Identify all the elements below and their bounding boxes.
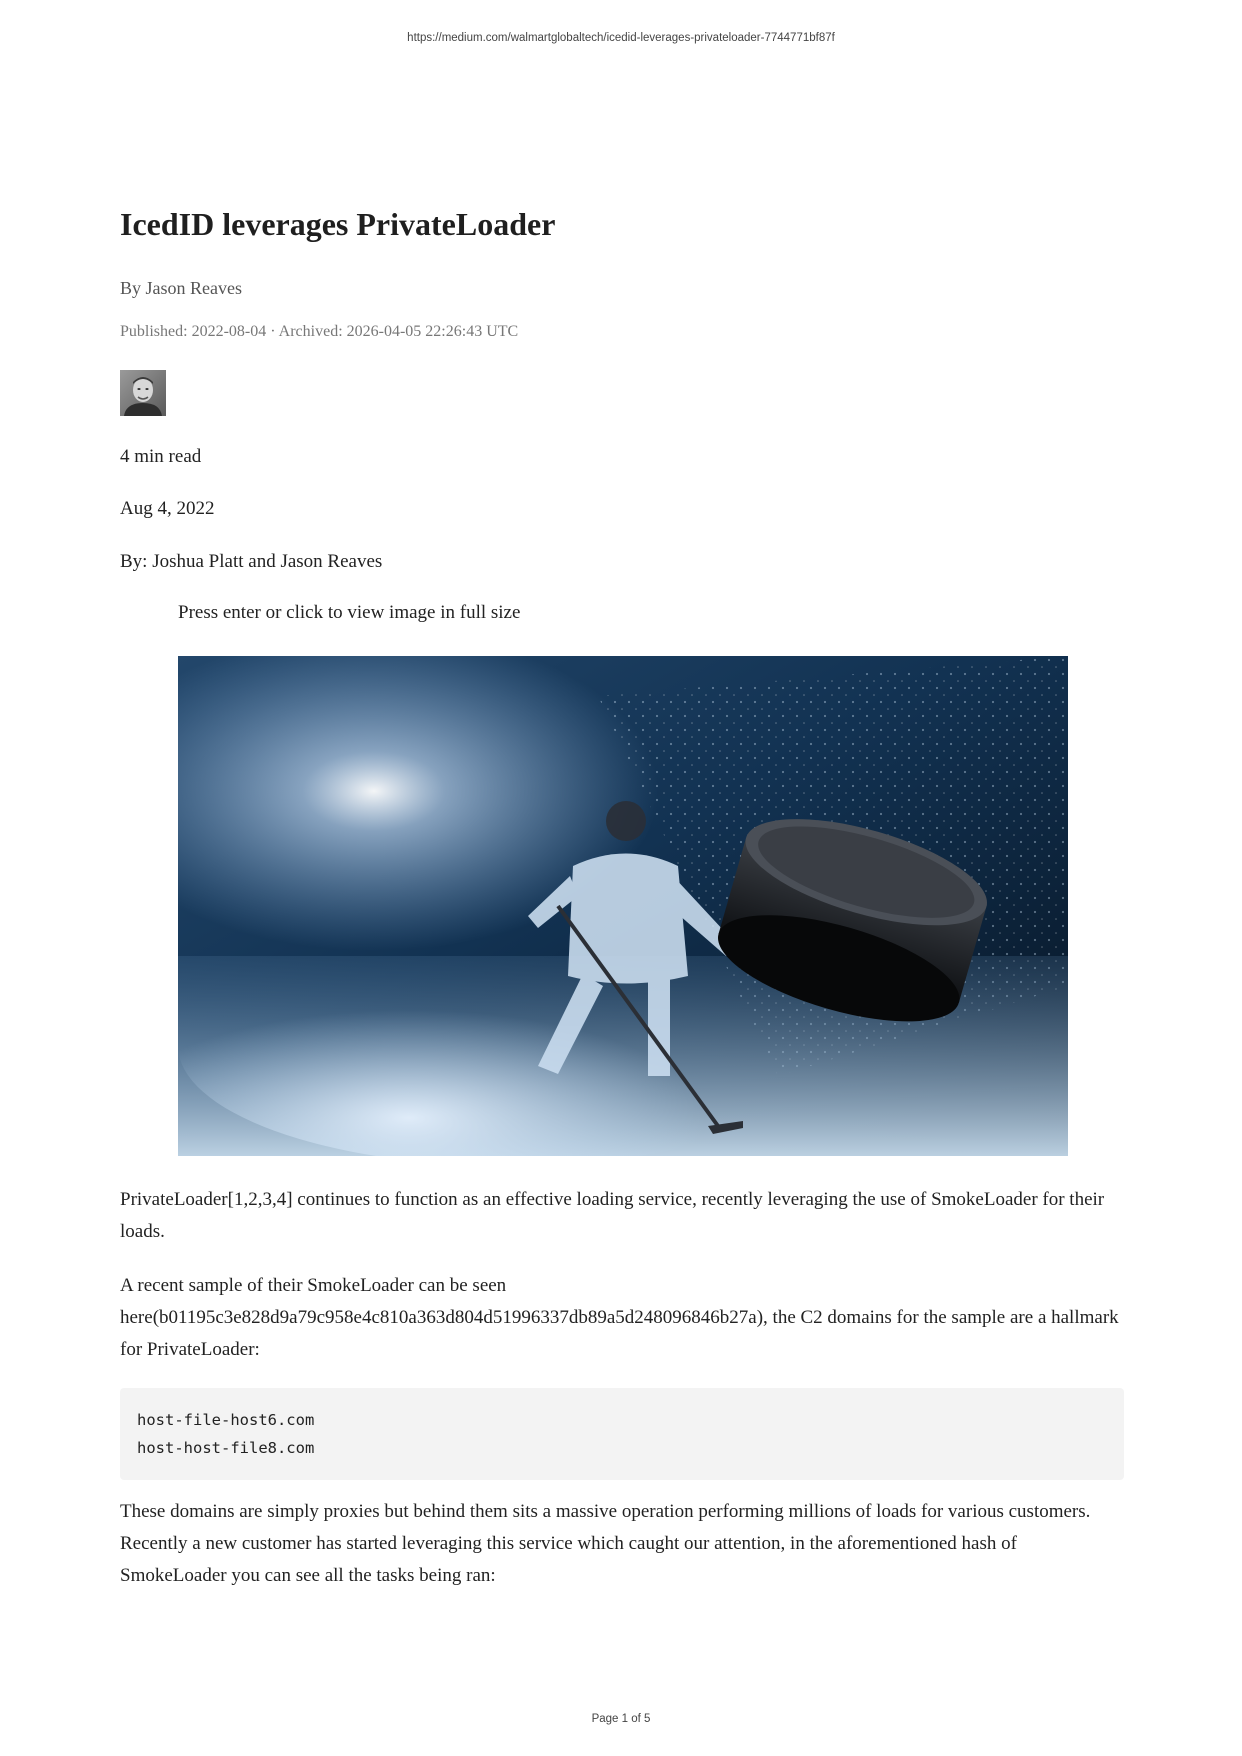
code-line: host-host-file8.com <box>137 1439 315 1457</box>
read-time: 4 min read <box>120 446 202 467</box>
author-avatar[interactable] <box>120 370 166 416</box>
code-line: host-file-host6.com <box>137 1411 315 1429</box>
avatar-photo-icon <box>120 370 166 416</box>
image-caption[interactable]: Press enter or click to view image in full size <box>178 602 521 623</box>
article-title: IcedID leverages PrivateLoader <box>120 206 556 242</box>
hockey-hero-image[interactable] <box>178 656 1068 1156</box>
paragraph-3: These domains are simply proxies but behind them sits a massive operation performing millions of loads for various customers. Recently a new customer has started leveraging this service which caught our attention, in the aforementioned hash of SmokeLoader you can see all the tasks being ran: <box>120 1501 1091 1586</box>
paragraph-2: A recent sample of their SmokeLoader can be seen here(b01195c3e828d9a79c958e4c810a363d804d51996337db89a5d248096846b27a), the C2 domains for the sample are a hallmark for PrivateLoader: <box>120 1275 1119 1360</box>
article-date: Aug 4, 2022 <box>120 498 215 519</box>
article-authors: By: Joshua Platt and Jason Reaves <box>120 551 383 572</box>
source-url: https://medium.com/walmartglobaltech/icedid-leverages-privateloader-7744771bf87f <box>407 32 835 44</box>
page-number: Page 1 of 5 <box>591 1713 651 1725</box>
article-byline: By Jason Reaves <box>120 278 242 298</box>
publish-meta: Published: 2022-08-04 · Archived: 2026-04-05 22:26:43 UTC <box>120 323 519 340</box>
code-block <box>120 1388 1124 1480</box>
paragraph-1: PrivateLoader[1,2,3,4] continues to function as an effective loading service, recently leveraging the use of SmokeLoader for their loads. <box>120 1189 1105 1242</box>
